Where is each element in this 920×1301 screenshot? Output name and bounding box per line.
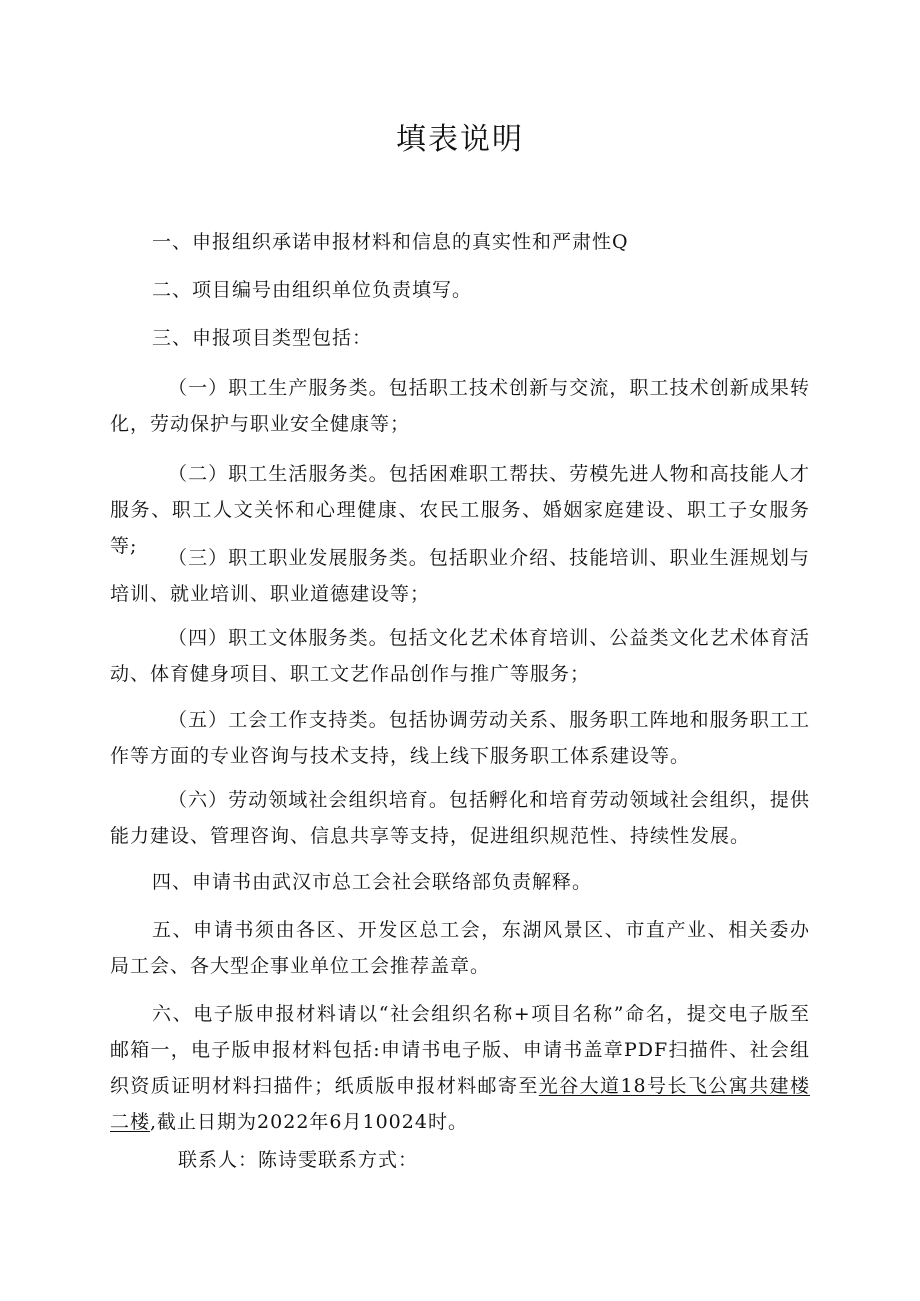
item-5: 五、申请书须由各区、开发区总工会，东湖风景区、市直产业、相关委办局工会、各大型企事业单位工会推荐盖章。 bbox=[110, 919, 810, 977]
item-3-4: （四）职工文体服务类。包括文化艺术体育培训、公益类文化艺术体育活动、体育健身项目、职工文艺作品创作与推广等服务； bbox=[110, 627, 810, 685]
item-3-3: （三）职工职业发展服务类。包括职业介绍、技能培训、职业生涯规划与培训、就业培训、职业道德建设等； bbox=[110, 547, 810, 605]
page-title: 填表说明 bbox=[396, 122, 524, 157]
item-6-text: 六、电子版申报材料请以“社会组织名称+项目名称”命名，提交电子版至邮箱一，电子版申报材料包括:申请书电子版、申请书盖章PDF扫描件、社会组织资质证明材料扫描件；纸质版申报材料邮寄至 bbox=[110, 1003, 810, 1097]
item-3: 三、申报项目类型包括： bbox=[152, 327, 373, 349]
mailing-address: 光谷大道18号长飞公寓共建楼二楼 bbox=[110, 1075, 810, 1133]
item-1: 一、申报组织承诺申报材料和信息的真实性和严肃性Q bbox=[152, 231, 629, 253]
item-2: 二、项目编号由组织单位负责填写。 bbox=[152, 279, 473, 301]
contact-line: 联系人：陈诗雯联系方式： bbox=[178, 1149, 419, 1171]
item-3-1: （一）职工生产服务类。包括职工技术创新与交流，职工技术创新成果转化，劳动保护与职业安全健康等； bbox=[110, 377, 810, 435]
item-6 bbox=[110, 996, 810, 1140]
item-3-5: （五）工会工作支持类。包括协调劳动关系、服务职工阵地和服务职工工作等方面的专业咨询与技术支持，线上线下服务职工体系建设等。 bbox=[110, 709, 810, 767]
item-4: 四、申请书由武汉市总工会社会联络部负责解释。 bbox=[152, 871, 593, 893]
item-6-deadline: ,截止日期为2022年6月10024时。 bbox=[150, 1111, 468, 1133]
item-3-2: （二）职工生活服务类。包括困难职工帮扶、劳模先进人物和高技能人才服务、职工人文关怀和心理健康、农民工服务、婚姻家庭建设、职工子女服务等; bbox=[110, 463, 810, 557]
item-3-6: （六）劳动领域社会组织培育。包括孵化和培育劳动领域社会组织，提供能力建设、管理咨询、信息共享等支持，促进组织规范性、持续性发展。 bbox=[110, 789, 810, 847]
